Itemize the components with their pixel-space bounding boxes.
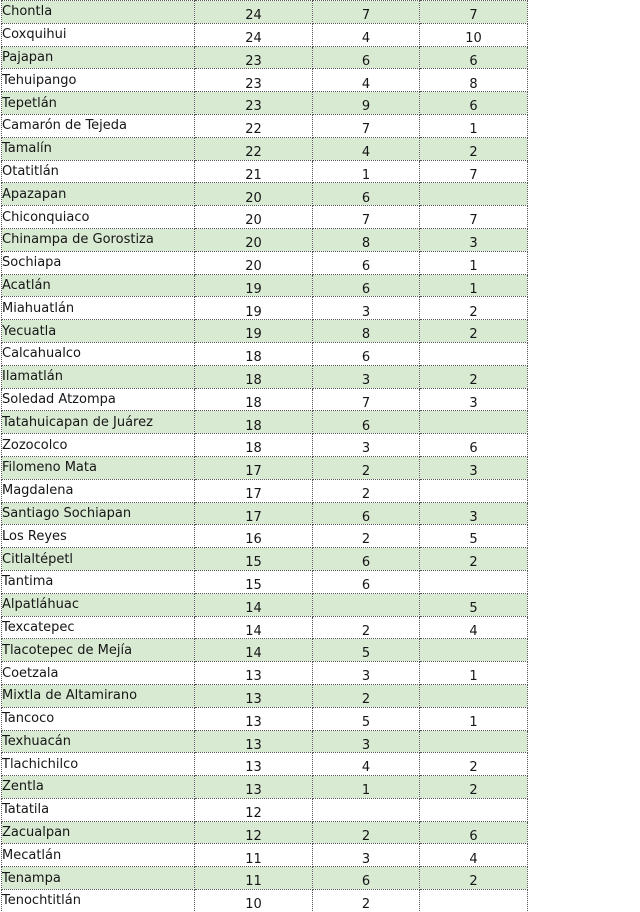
table-row <box>2 228 528 251</box>
table-row <box>2 342 528 365</box>
value-cell[interactable] <box>420 570 528 593</box>
value-cell[interactable]: 24 <box>195 1 313 24</box>
value-cell[interactable]: 6 <box>313 342 420 365</box>
table-row <box>2 137 528 160</box>
value-cell[interactable]: 4 <box>313 137 420 160</box>
value-cell[interactable]: 13 <box>195 776 313 799</box>
table-row <box>2 707 528 730</box>
municipality-name-cell[interactable]: Calcahualco <box>2 342 195 365</box>
value-cell[interactable]: 10 <box>195 890 313 912</box>
value-cell[interactable]: 24 <box>195 23 313 46</box>
value-cell[interactable]: 3 <box>313 365 420 388</box>
table-row <box>2 821 528 844</box>
value-cell[interactable]: 17 <box>195 479 313 502</box>
municipality-name-cell[interactable]: Tenampa <box>2 867 195 890</box>
value-cell[interactable]: 2 <box>313 456 420 479</box>
municipality-name-cell[interactable]: Tlacotepec de Mejía <box>2 639 195 662</box>
value-cell[interactable]: 12 <box>195 821 313 844</box>
value-cell[interactable]: 17 <box>195 456 313 479</box>
value-cell[interactable]: 18 <box>195 365 313 388</box>
table-row <box>2 434 528 457</box>
value-cell[interactable]: 7 <box>313 388 420 411</box>
value-cell[interactable]: 7 <box>313 114 420 137</box>
table-row <box>2 160 528 183</box>
value-cell[interactable]: 7 <box>420 160 528 183</box>
value-cell[interactable]: 2 <box>313 684 420 707</box>
municipality-name-cell[interactable]: Coetzala <box>2 662 195 685</box>
municipality-name-cell[interactable]: Camarón de Tejeda <box>2 114 195 137</box>
value-cell[interactable] <box>420 798 528 821</box>
municipality-name-cell[interactable]: Mixtla de Altamirano <box>2 684 195 707</box>
table-row <box>2 593 528 616</box>
value-cell[interactable]: 1 <box>420 662 528 685</box>
value-cell[interactable]: 13 <box>195 753 313 776</box>
table-row <box>2 365 528 388</box>
value-cell[interactable]: 2 <box>313 525 420 548</box>
table-row <box>2 183 528 206</box>
municipality-name-cell[interactable]: Sochiapa <box>2 251 195 274</box>
value-cell[interactable] <box>420 411 528 434</box>
table-row <box>2 616 528 639</box>
municipality-name-cell[interactable]: Apazapan <box>2 183 195 206</box>
table-row <box>2 456 528 479</box>
municipality-name-cell[interactable]: Yecuatla <box>2 320 195 343</box>
value-cell[interactable]: 11 <box>195 844 313 867</box>
value-cell[interactable]: 3 <box>420 502 528 525</box>
municipality-name-cell[interactable]: Tatatila <box>2 798 195 821</box>
value-cell[interactable]: 22 <box>195 137 313 160</box>
value-cell[interactable]: 13 <box>195 684 313 707</box>
value-cell[interactable]: 7 <box>313 206 420 229</box>
value-cell[interactable]: 3 <box>313 434 420 457</box>
value-cell[interactable]: 6 <box>313 274 420 297</box>
value-cell[interactable]: 8 <box>313 228 420 251</box>
municipality-name-cell[interactable]: Tlachichilco <box>2 753 195 776</box>
value-cell[interactable]: 4 <box>313 23 420 46</box>
value-cell[interactable]: 6 <box>313 502 420 525</box>
value-cell[interactable] <box>313 798 420 821</box>
table-row <box>2 479 528 502</box>
table-row <box>2 684 528 707</box>
value-cell[interactable]: 4 <box>420 616 528 639</box>
value-cell[interactable]: 2 <box>420 753 528 776</box>
value-cell[interactable] <box>420 479 528 502</box>
value-cell[interactable]: 4 <box>313 753 420 776</box>
value-cell[interactable]: 21 <box>195 160 313 183</box>
value-cell[interactable]: 7 <box>420 206 528 229</box>
value-cell[interactable]: 18 <box>195 434 313 457</box>
value-cell[interactable]: 10 <box>420 23 528 46</box>
table-row <box>2 388 528 411</box>
municipality-name-cell[interactable]: Texcatepec <box>2 616 195 639</box>
value-cell[interactable]: 6 <box>313 46 420 69</box>
value-cell[interactable]: 2 <box>420 320 528 343</box>
municipality-name-cell[interactable]: Coxquihui <box>2 23 195 46</box>
table-row <box>2 320 528 343</box>
municipality-name-cell[interactable]: Filomeno Mata <box>2 456 195 479</box>
table-row <box>2 1 528 24</box>
table-row <box>2 867 528 890</box>
municipality-name-cell[interactable]: Chiconquiaco <box>2 206 195 229</box>
value-cell[interactable]: 15 <box>195 548 313 571</box>
value-cell[interactable] <box>420 183 528 206</box>
municipality-name-cell[interactable]: Tamalín <box>2 137 195 160</box>
table-row <box>2 570 528 593</box>
value-cell[interactable]: 2 <box>313 616 420 639</box>
table-row <box>2 46 528 69</box>
value-cell[interactable]: 2 <box>420 297 528 320</box>
value-cell[interactable]: 15 <box>195 570 313 593</box>
table-row <box>2 297 528 320</box>
value-cell[interactable]: 22 <box>195 114 313 137</box>
table-row <box>2 411 528 434</box>
value-cell[interactable]: 1 <box>420 114 528 137</box>
municipality-table <box>1 0 528 912</box>
value-cell[interactable]: 18 <box>195 342 313 365</box>
table-row <box>2 92 528 115</box>
table-row <box>2 730 528 753</box>
table-row <box>2 69 528 92</box>
value-cell[interactable]: 11 <box>195 867 313 890</box>
value-cell[interactable]: 6 <box>313 548 420 571</box>
municipality-name-cell[interactable]: Miahuatlán <box>2 297 195 320</box>
value-cell[interactable]: 16 <box>195 525 313 548</box>
value-cell[interactable]: 6 <box>313 183 420 206</box>
municipality-name-cell[interactable]: Ilamatlán <box>2 365 195 388</box>
value-cell[interactable]: 18 <box>195 411 313 434</box>
value-cell[interactable]: 1 <box>313 160 420 183</box>
value-cell[interactable]: 23 <box>195 92 313 115</box>
municipality-name-cell[interactable]: Mecatlán <box>2 844 195 867</box>
value-cell[interactable]: 1 <box>420 707 528 730</box>
municipality-name-cell[interactable]: Pajapan <box>2 46 195 69</box>
municipality-name-cell[interactable]: Magdalena <box>2 479 195 502</box>
table-row <box>2 502 528 525</box>
municipality-name-cell[interactable]: Otatitlán <box>2 160 195 183</box>
value-cell[interactable]: 6 <box>313 411 420 434</box>
table-row <box>2 844 528 867</box>
value-cell[interactable]: 12 <box>195 798 313 821</box>
value-cell[interactable]: 20 <box>195 206 313 229</box>
value-cell[interactable]: 3 <box>313 297 420 320</box>
value-cell[interactable]: 2 <box>313 479 420 502</box>
value-cell[interactable]: 5 <box>313 639 420 662</box>
municipality-name-cell[interactable]: Zacualpan <box>2 821 195 844</box>
value-cell[interactable]: 23 <box>195 69 313 92</box>
value-cell[interactable]: 2 <box>420 776 528 799</box>
table-body <box>2 1 528 912</box>
municipality-name-cell[interactable]: Chontla <box>2 1 195 24</box>
value-cell[interactable]: 9 <box>313 92 420 115</box>
value-cell[interactable] <box>420 684 528 707</box>
value-cell[interactable]: 3 <box>420 456 528 479</box>
value-cell[interactable]: 4 <box>313 69 420 92</box>
value-cell[interactable]: 2 <box>420 365 528 388</box>
table-row <box>2 206 528 229</box>
table-row <box>2 890 528 912</box>
value-cell[interactable] <box>420 639 528 662</box>
municipality-name-cell[interactable]: Tancoco <box>2 707 195 730</box>
municipality-name-cell[interactable]: Tehuipango <box>2 69 195 92</box>
value-cell[interactable]: 19 <box>195 274 313 297</box>
value-cell[interactable]: 14 <box>195 593 313 616</box>
value-cell[interactable]: 20 <box>195 251 313 274</box>
value-cell[interactable]: 1 <box>420 251 528 274</box>
value-cell[interactable]: 6 <box>313 251 420 274</box>
table-row <box>2 798 528 821</box>
value-cell[interactable]: 5 <box>420 525 528 548</box>
table-row <box>2 548 528 571</box>
value-cell[interactable]: 4 <box>420 844 528 867</box>
value-cell[interactable]: 2 <box>420 137 528 160</box>
value-cell[interactable]: 8 <box>313 320 420 343</box>
municipality-name-cell[interactable]: Tantima <box>2 570 195 593</box>
value-cell[interactable]: 19 <box>195 297 313 320</box>
table-row <box>2 776 528 799</box>
municipality-name-cell[interactable]: Citlaltépetl <box>2 548 195 571</box>
value-cell[interactable]: 2 <box>313 821 420 844</box>
table-row <box>2 639 528 662</box>
table-row <box>2 753 528 776</box>
value-cell[interactable]: 20 <box>195 228 313 251</box>
value-cell[interactable]: 19 <box>195 320 313 343</box>
table-row <box>2 114 528 137</box>
municipality-name-cell[interactable]: Texhuacán <box>2 730 195 753</box>
table-row <box>2 525 528 548</box>
value-cell[interactable]: 1 <box>313 776 420 799</box>
value-cell[interactable]: 14 <box>195 639 313 662</box>
value-cell[interactable]: 23 <box>195 46 313 69</box>
value-cell[interactable]: 17 <box>195 502 313 525</box>
municipality-name-cell[interactable]: Tenochtitlán <box>2 890 195 912</box>
municipality-name-cell[interactable]: Chinampa de Gorostiza <box>2 228 195 251</box>
value-cell[interactable]: 13 <box>195 662 313 685</box>
value-cell[interactable]: 20 <box>195 183 313 206</box>
value-cell[interactable]: 13 <box>195 707 313 730</box>
value-cell[interactable]: 14 <box>195 616 313 639</box>
municipality-name-cell[interactable]: Acatlán <box>2 274 195 297</box>
value-cell[interactable]: 6 <box>420 92 528 115</box>
value-cell[interactable] <box>420 890 528 912</box>
value-cell[interactable] <box>420 342 528 365</box>
value-cell[interactable]: 8 <box>420 69 528 92</box>
value-cell[interactable]: 1 <box>420 274 528 297</box>
municipality-name-cell[interactable]: Alpatláhuac <box>2 593 195 616</box>
table-row <box>2 274 528 297</box>
value-cell[interactable]: 6 <box>420 434 528 457</box>
value-cell[interactable]: 6 <box>420 821 528 844</box>
table-row <box>2 251 528 274</box>
table-row <box>2 662 528 685</box>
value-cell[interactable]: 2 <box>313 890 420 912</box>
value-cell[interactable]: 6 <box>313 867 420 890</box>
value-cell[interactable]: 2 <box>420 867 528 890</box>
value-cell[interactable]: 6 <box>313 570 420 593</box>
value-cell[interactable]: 3 <box>313 662 420 685</box>
value-cell[interactable]: 13 <box>195 730 313 753</box>
value-cell[interactable]: 3 <box>420 228 528 251</box>
value-cell[interactable]: 3 <box>313 730 420 753</box>
municipality-name-cell[interactable]: Soledad Atzompa <box>2 388 195 411</box>
value-cell[interactable]: 7 <box>313 1 420 24</box>
value-cell[interactable]: 5 <box>420 593 528 616</box>
value-cell[interactable] <box>420 730 528 753</box>
table-row <box>2 23 528 46</box>
value-cell[interactable]: 3 <box>420 388 528 411</box>
municipality-name-cell[interactable]: Tatahuicapan de Juárez <box>2 411 195 434</box>
municipality-name-cell[interactable]: Zozocolco <box>2 434 195 457</box>
value-cell[interactable]: 3 <box>313 844 420 867</box>
municipality-name-cell[interactable]: Santiago Sochiapan <box>2 502 195 525</box>
value-cell[interactable]: 5 <box>313 707 420 730</box>
value-cell[interactable]: 18 <box>195 388 313 411</box>
municipality-name-cell[interactable]: Los Reyes <box>2 525 195 548</box>
value-cell[interactable]: 7 <box>420 1 528 24</box>
municipality-name-cell[interactable]: Tepetlán <box>2 92 195 115</box>
municipality-name-cell[interactable]: Zentla <box>2 776 195 799</box>
value-cell[interactable]: 2 <box>420 548 528 571</box>
value-cell[interactable]: 6 <box>420 46 528 69</box>
value-cell[interactable] <box>313 593 420 616</box>
